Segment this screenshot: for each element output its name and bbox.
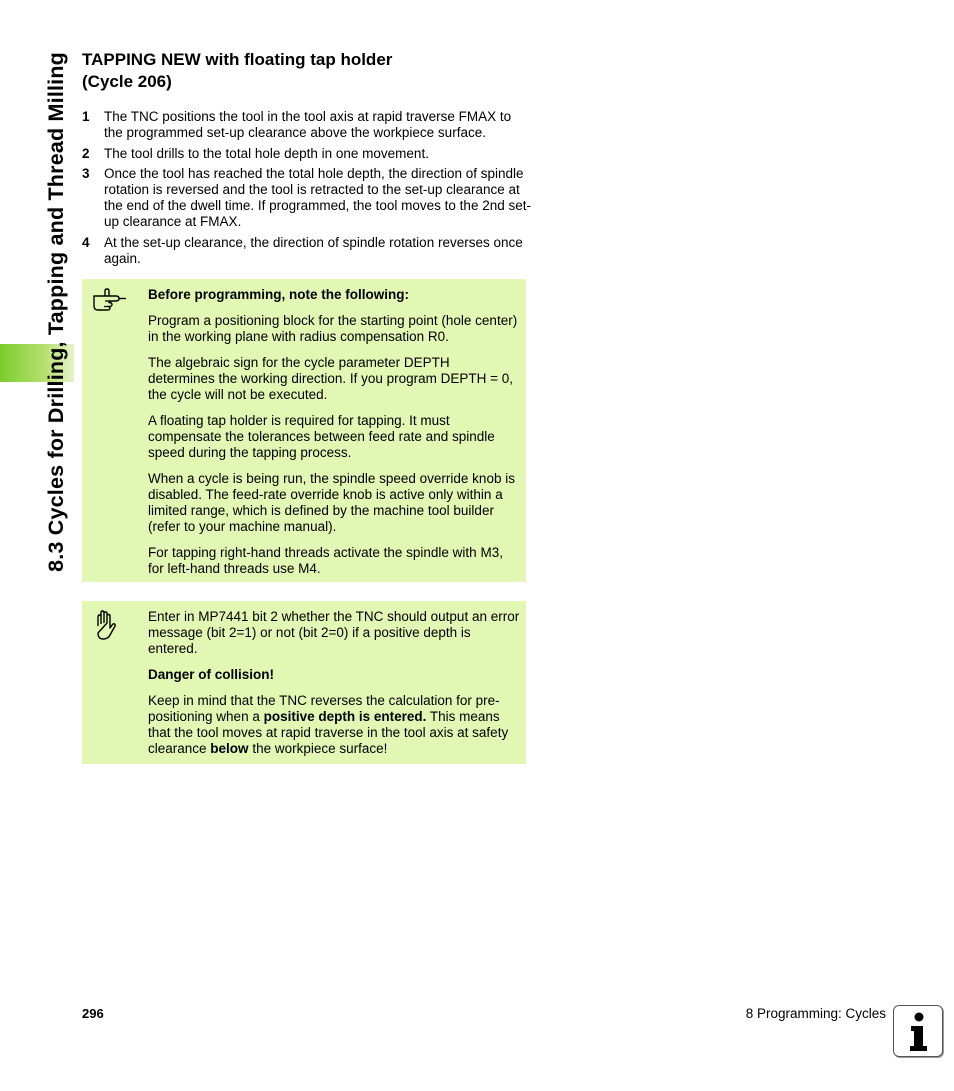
note-body <box>148 287 520 587</box>
note-paragraph: A floating tap holder is required for tapping. It must compensate the tolerances between feed rate and spindle speed during the tapping process. <box>148 413 495 460</box>
step-text: The tool drills to the total hole depth in one movement. <box>104 145 429 161</box>
danger-title: Danger of collision! <box>148 667 275 682</box>
step-item <box>82 166 532 230</box>
chapter-side-title: 8.3 Cycles for Drilling, Tapping and Thread Milling <box>44 52 68 572</box>
step-list <box>82 109 532 271</box>
stop-hand-icon <box>92 609 118 646</box>
chapter-footer: 8 Programming: Cycles <box>745 1006 886 1021</box>
pointing-hand-icon <box>92 287 128 316</box>
note-paragraph: Program a positioning block for the starting point (hole center) in the working plane with radius compensation R0. <box>148 313 518 344</box>
step-text: The TNC positions the tool in the tool axis at rapid traverse FMAX to the programmed set-up clearance above the workpiece surface. <box>104 109 512 140</box>
step-item <box>82 235 532 267</box>
text-run: This means that the tool moves at rapid traverse in the tool axis at safety clearance <box>148 709 509 756</box>
text-run: the workpiece surface! <box>248 741 388 756</box>
heading-line-1: TAPPING NEW with floating tap holder <box>82 50 393 69</box>
note-paragraph: The algebraic sign for the cycle parameter DEPTH determines the working direction. If you program DEPTH = 0, the cycle will not be executed. <box>148 355 514 402</box>
emphasis-text: positive depth is entered. <box>263 709 427 724</box>
emphasis-text: below <box>210 741 249 756</box>
page-number: 296 <box>82 1006 104 1021</box>
step-item <box>82 109 532 141</box>
note-body <box>148 609 520 767</box>
step-item <box>82 146 532 162</box>
note-paragraph <box>148 693 520 757</box>
step-number: 3 <box>82 166 90 181</box>
section-heading <box>82 49 522 93</box>
note-title: Before programming, note the following: <box>148 287 409 302</box>
step-text: At the set-up clearance, the direction of spindle rotation reverses once again. <box>104 234 523 266</box>
note-paragraph: For tapping right-hand threads activate the spindle with M3, for left-hand threads use M4. <box>148 545 503 576</box>
note-paragraph: Enter in MP7441 bit 2 whether the TNC should output an error message (bit 2=1) or not (bit 2=0) if a positive depth is entered. <box>148 609 520 656</box>
step-number: 1 <box>82 109 90 124</box>
heading-line-2: (Cycle 206) <box>82 72 172 91</box>
step-number: 4 <box>82 234 90 250</box>
note-paragraph: When a cycle is being run, the spindle speed override knob is disabled. The feed-rate override knob is active only within a limited range, which is defined by the machine tool builder (refer to your machine manual). <box>148 471 515 534</box>
programming-note-box <box>82 279 526 582</box>
step-number: 2 <box>82 145 90 161</box>
step-text: Once the tool has reached the total hole depth, the direction of spindle rotation is reversed and the tool is retracted to the set-up clearance at the end of the dwell time. If programmed, the tool moves to the 2nd set-up clearance at FMAX. <box>104 166 531 229</box>
text-run: Keep in mind that the TNC reverses the calculation for pre-positioning when a <box>148 693 500 724</box>
info-icon <box>893 1005 943 1057</box>
warning-note-box <box>82 601 526 764</box>
